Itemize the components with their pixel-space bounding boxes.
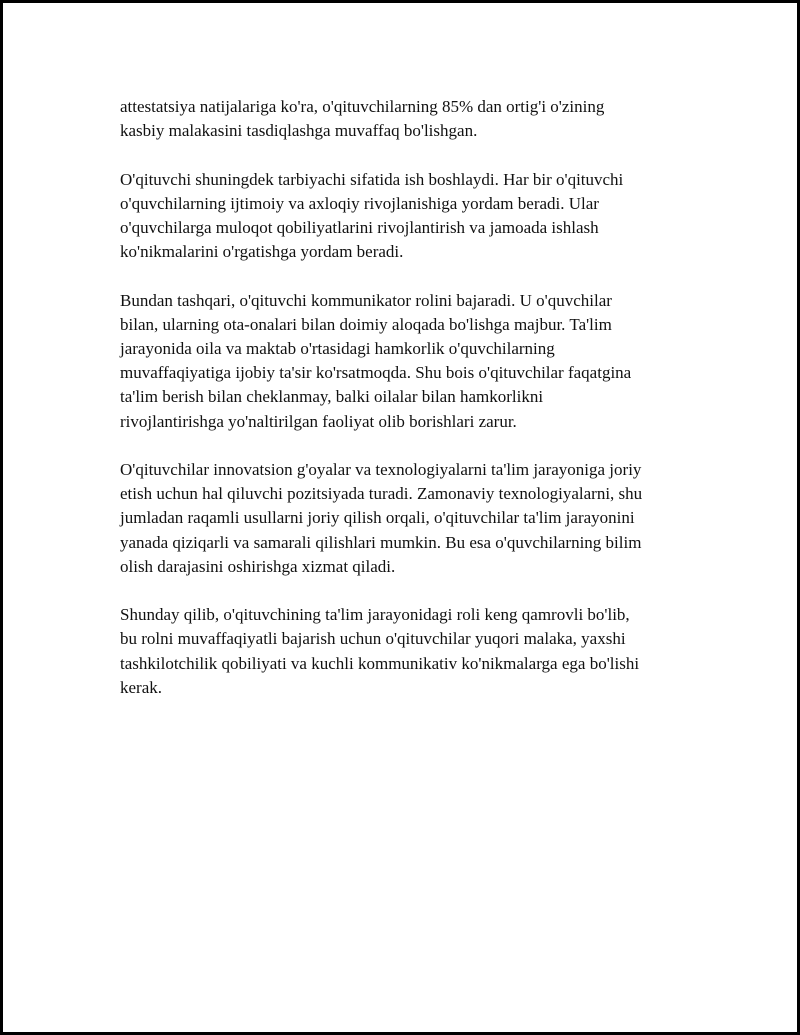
text-line: ko'nikmalarini o'rgatishga yordam beradi.	[120, 242, 404, 262]
paragraph-1	[120, 95, 695, 143]
paragraph-2	[120, 168, 695, 265]
text-line: etish uchun hal qiluvchi pozitsiyada turadi. Zamonaviy texnologiyalarni, shu	[120, 484, 643, 504]
text-line: ta'lim berish bilan cheklanmay, balki oilalar bilan hamkorlikni	[120, 387, 544, 407]
paragraph-5	[120, 603, 695, 700]
text-line: yanada qiziqarli va samarali qilishlari mumkin. Bu esa o'quvchilarning bilim	[120, 532, 642, 552]
paragraph-3	[120, 289, 695, 434]
text-line: kerak.	[120, 677, 163, 697]
text-line: Bundan tashqari, o'qituvchi kommunikator rolini bajaradi. U o'quvchilar	[120, 290, 612, 310]
text-line: O'qituvchi shuningdek tarbiyachi sifatida ish boshlaydi. Har bir o'qituvchi	[120, 169, 624, 189]
paragraph-4	[120, 458, 695, 579]
document-body	[120, 95, 695, 724]
text-line: jumladan raqamli usullarni joriy qilish orqali, o'qituvchilar ta'lim jarayonini	[120, 508, 635, 528]
text-line: rivojlantirishga yo'naltirilgan faoliyat olib borishlari zarur.	[120, 411, 517, 431]
text-line: olish darajasini oshirishga xizmat qiladi.	[120, 556, 396, 576]
text-line: o'quvchilarga muloqot qobiliyatlarini rivojlantirish va jamoada ishlash	[120, 218, 599, 237]
text-line: kasbiy malakasini tasdiqlashga muvaffaq bo'lishgan.	[120, 121, 478, 141]
text-line: muvaffaqiyatiga ijobiy ta'sir ko'rsatmoqda. Shu bois o'qituvchilar faqatgina	[120, 363, 632, 383]
text-line: jarayonida oila va maktab o'rtasidagi hamkorlik o'quvchilarning	[120, 339, 555, 358]
text-line: o'quvchilarning ijtimoiy va axloqiy rivojlanishiga yordam beradi. Ular	[120, 193, 599, 213]
text-line: bilan, ularning ota-onalari bilan doimiy aloqada bo'lishga majbur. Ta'lim	[120, 314, 612, 334]
text-line: Shunday qilib, o'qituvchining ta'lim jarayonidagi roli keng qamrovli bo'lib,	[120, 605, 630, 625]
text-line: bu rolni muvaffaqiyatli bajarish uchun o'qituvchilar yuqori malaka, yaxshi	[120, 629, 626, 649]
text-line: tashkilotchilik qobiliyati va kuchli kommunikativ ko'nikmalarga ega bo'lishi	[120, 653, 640, 673]
text-line: attestatsiya natijalariga ko'ra, o'qituvchilarning 85% dan ortig'i o'zining	[120, 97, 605, 116]
text-line: O'qituvchilar innovatsion g'oyalar va texnologiyalarni ta'lim jarayoniga joriy	[120, 460, 642, 479]
